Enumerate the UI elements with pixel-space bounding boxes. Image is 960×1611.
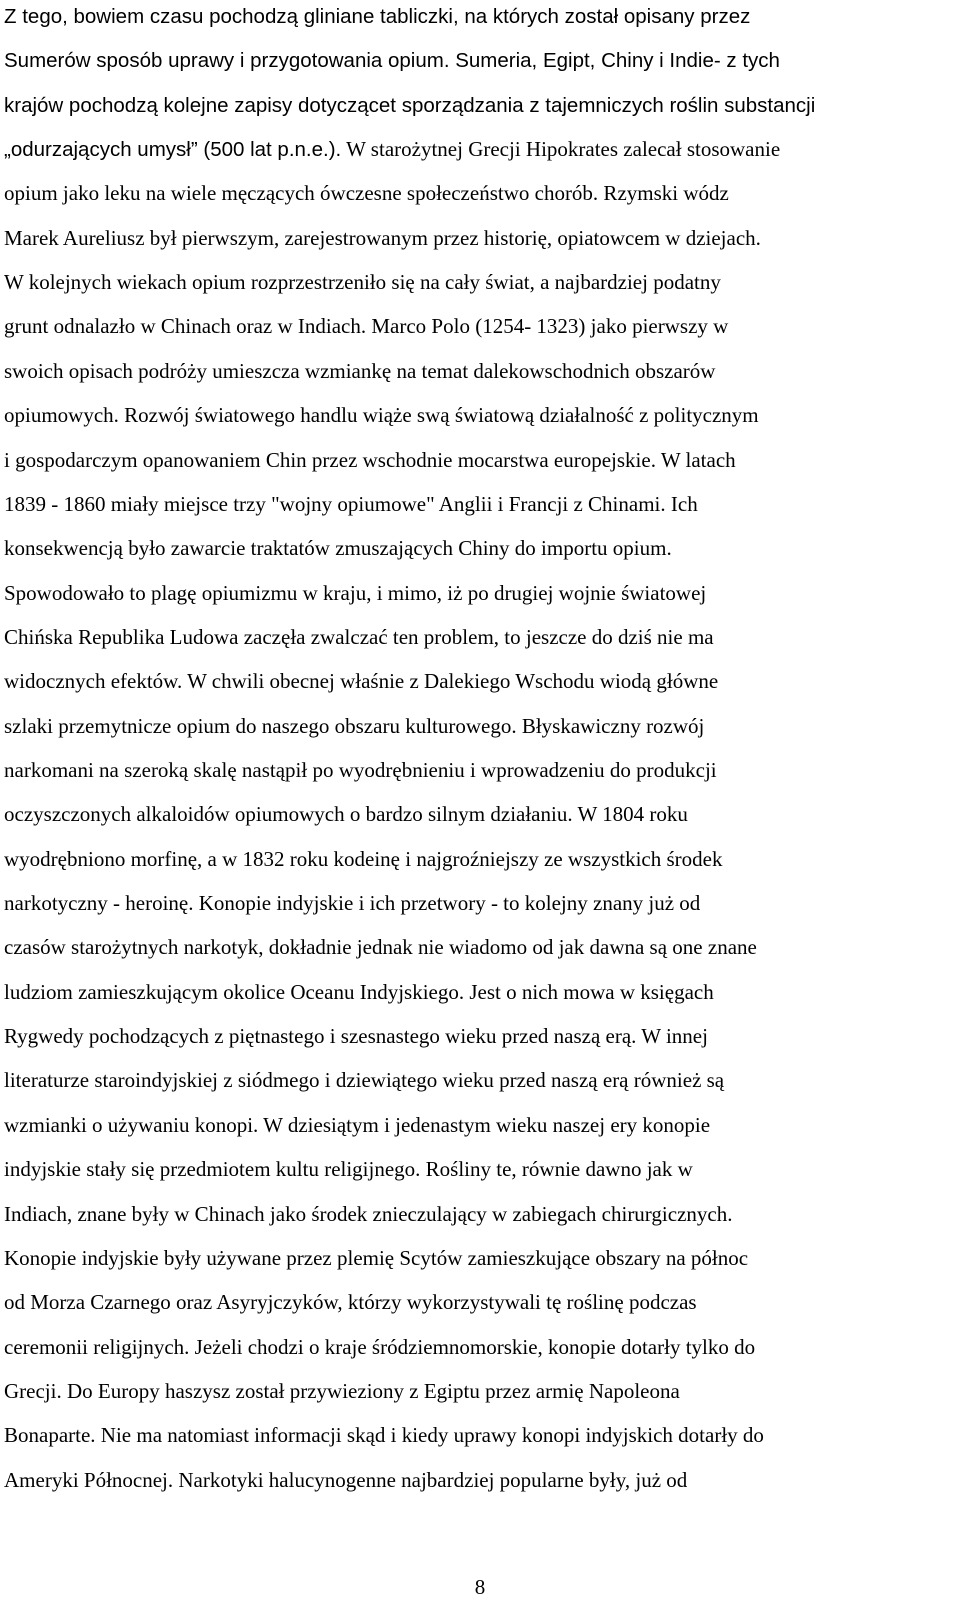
text-line-serif-segment: Bonaparte. Nie ma natomiast informacji skąd i kiedy uprawy konopi indyjskich dotarły do (4, 1423, 764, 1448)
text-line (4, 270, 954, 294)
text-line-serif-segment: Indiach, znane były w Chinach jako środek znieczulający w zabiegach chirurgicznych. (4, 1201, 733, 1226)
text-line (4, 4, 954, 28)
text-line (4, 669, 954, 693)
text-line-serif-segment: i gospodarczym opanowaniem Chin przez wschodnie mocarstwa europejskie. W latach (4, 447, 736, 472)
text-line-serif-segment: Chińska Republika Ludowa zaczęła zwalczać ten problem, to jeszcze do dziś nie ma (4, 624, 714, 649)
text-line-serif-segment: wzmianki o używaniu konopi. W dziesiątym i jedenastym wieku naszej ery konopie (4, 1112, 711, 1137)
text-line (4, 1113, 954, 1137)
text-line-serif-segment: konsekwencją było zawarcie traktatów zmuszających Chiny do importu opium. (4, 536, 672, 561)
text-line (4, 448, 954, 472)
text-line (4, 536, 954, 560)
text-line (4, 758, 954, 782)
text-line (4, 1068, 954, 1092)
text-line-sans-segment: krajów pochodzą kolejne zapisy dotyczącet sporządzania z tajemniczych roślin substancji (4, 93, 816, 117)
text-line-serif-segment: Ameryki Północnej. Narkotyki halucynogenne najbardziej popularne były, już od (4, 1467, 688, 1492)
text-line (4, 1157, 954, 1181)
text-line-serif-segment: czasów starożytnych narkotyk, dokładnie jednak nie wiadomo od jak dawna są one znane (4, 935, 757, 960)
text-line-serif-segment: oczyszczonych alkaloidów opiumowych o bardzo silnym działaniu. W 1804 roku (4, 802, 688, 827)
text-line (4, 314, 954, 338)
text-line-serif-segment: wyodrębniono morfinę, a w 1832 roku kodeinę i najgroźniejszy ze wszystkich środek (4, 846, 723, 871)
text-line-serif-segment: od Morza Czarnego oraz Asyryjczyków, którzy wykorzystywali tę roślinę podczas (4, 1290, 697, 1315)
text-line (4, 1335, 954, 1359)
text-line-serif-segment: W kolejnych wiekach opium rozprzestrzeniło się na cały świat, a najbardziej podatny (4, 270, 721, 295)
text-line (4, 1246, 954, 1270)
text-line-serif-segment: opium jako leku na wiele męczących ówczesne społeczeństwo chorób. Rzymski wódz (4, 181, 729, 206)
text-line (4, 181, 954, 205)
text-line-serif-segment: 1839 - 1860 miały miejsce trzy "wojny opiumowe" Anglii i Francji z Chinami. Ich (4, 491, 698, 516)
text-line (4, 891, 954, 915)
text-line (4, 492, 954, 516)
text-line (4, 1024, 954, 1048)
text-line (4, 1423, 954, 1447)
text-line-serif-segment: ludziom zamieszkującym okolice Oceanu Indyjskiego. Jest o nich mowa w księgach (4, 979, 714, 1004)
text-line (4, 48, 954, 72)
text-line-serif-segment: ceremonii religijnych. Jeżeli chodzi o kraje śródziemnomorskie, konopie dotarły tylko do (4, 1334, 756, 1359)
text-line-serif-segment: opiumowych. Rozwój światowego handlu wiąże swą światową działalność z politycznym (4, 403, 759, 428)
text-line-serif-segment: indyjskie stały się przedmiotem kultu religijnego. Rośliny te, równie dawno jak w (4, 1157, 693, 1182)
text-line (4, 1468, 954, 1492)
text-line-serif-segment: Marek Aureliusz był pierwszym, zarejestrowanym przez historię, opiatowcem w dziejach. (4, 225, 761, 250)
text-line-serif-segment: swoich opisach podróży umieszcza wzmiankę na temat dalekowschodnich obszarów (4, 358, 716, 383)
text-line (4, 581, 954, 605)
text-line-serif-segment: Rygwedy pochodzących z piętnastego i szesnastego wieku przed naszą erą. W innej (4, 1024, 708, 1049)
text-line (4, 1379, 954, 1403)
text-line (4, 1202, 954, 1226)
text-line-serif-segment: Konopie indyjskie były używane przez plemię Scytów zamieszkujące obszary na północ (4, 1245, 749, 1270)
text-line (4, 935, 954, 959)
text-line (4, 359, 954, 383)
text-line-serif-segment: literaturze staroindyjskiej z siódmego i dziewiątego wieku przed naszą erą również są (4, 1068, 725, 1093)
text-line-serif-segment: widocznych efektów. W chwili obecnej właśnie z Dalekiego Wschodu wiodą główne (4, 669, 719, 694)
text-line-serif-segment: W starożytnej Grecji Hipokrates zalecał stosowanie (341, 137, 781, 162)
text-line-serif-segment: narkotyczny - heroinę. Konopie indyjskie i ich przetwory - to kolejny znany już od (4, 891, 701, 915)
text-line (4, 403, 954, 427)
text-line (4, 1290, 954, 1314)
text-line-serif-segment: szlaki przemytnicze opium do naszego obszaru kulturowego. Błyskawiczny rozwój (4, 713, 705, 738)
text-line (4, 137, 954, 161)
text-line (4, 226, 954, 250)
text-line (4, 847, 954, 871)
page-number: 8 (474, 1575, 486, 1599)
text-line-serif-segment: Grecji. Do Europy haszysz został przywieziony z Egiptu przez armię Napoleona (4, 1378, 680, 1403)
text-line-serif-segment: narkomani na szeroką skalę nastąpił po wyodrębnieniu i wprowadzeniu do produkcji (4, 758, 717, 782)
text-line (4, 714, 954, 738)
text-line (4, 980, 954, 1004)
text-line (4, 93, 954, 117)
text-line-sans-segment: Sumerów sposób uprawy i przygotowania opium. Sumeria, Egipt, Chiny i Indie- z tych (4, 49, 780, 73)
text-line-sans-segment: Z tego, bowiem czasu pochodzą gliniane tabliczki, na których został opisany przez (4, 5, 751, 28)
text-line-serif-segment: grunt odnalazło w Chinach oraz w Indiach. Marco Polo (1254- 1323) jako pierwszy w (4, 314, 729, 339)
text-line (4, 802, 954, 826)
text-line (4, 625, 954, 649)
text-line-sans-segment: „odurzających umysł” (500 lat p.n.e.). (4, 138, 342, 162)
text-line-serif-segment: Spowodowało to plagę opiumizmu w kraju, i mimo, iż po drugiej wojnie światowej (4, 580, 707, 605)
